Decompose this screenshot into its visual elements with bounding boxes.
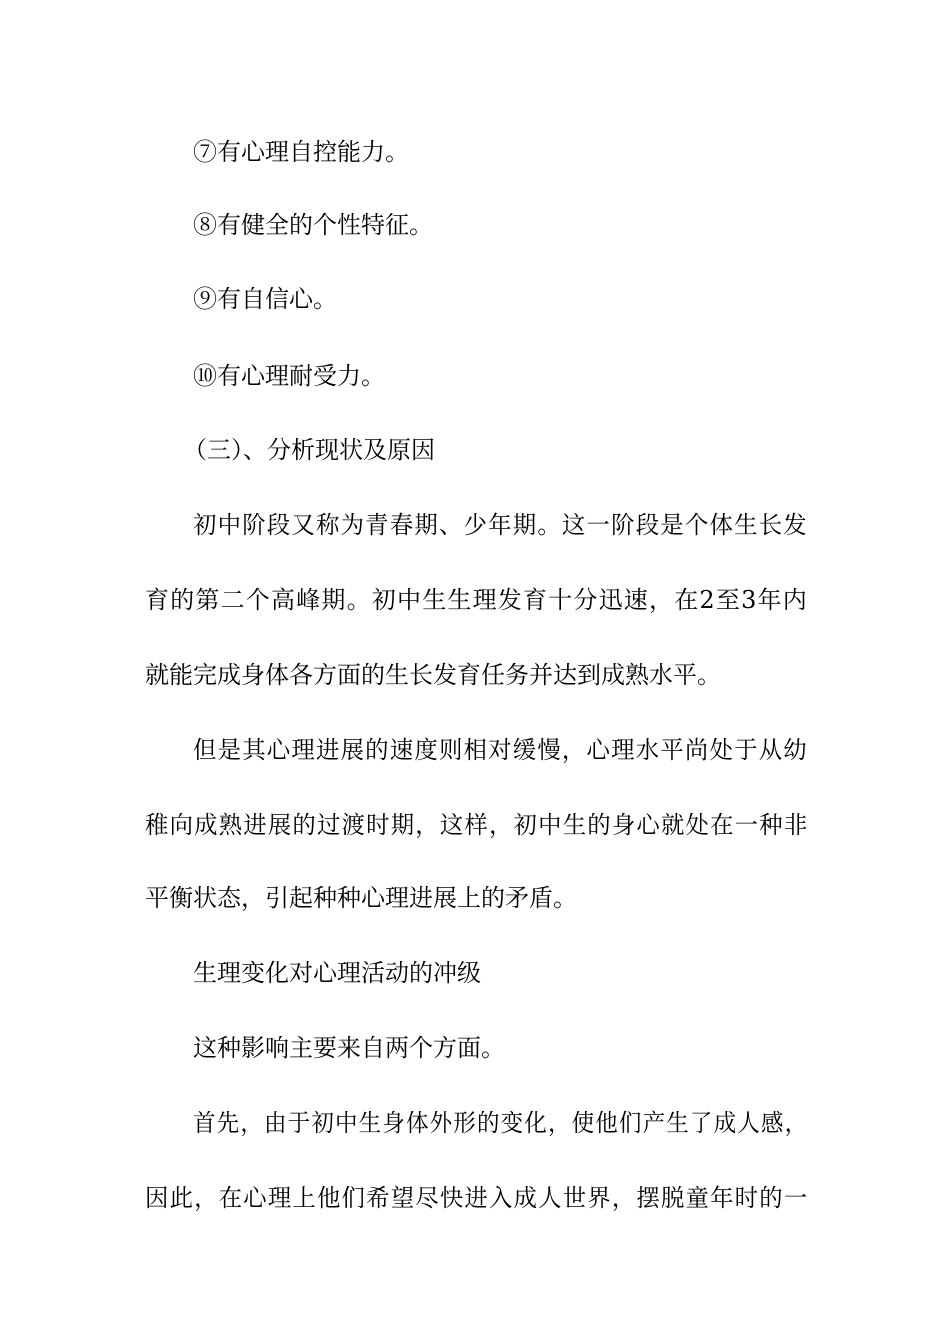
paragraph-line: 育的第二个高峰期。初中生生理发育十分迅速，在2至3年内 [145, 586, 808, 614]
subheading: 生理变化对心理活动的冲级 [193, 959, 481, 987]
section-heading: （三）、分析现状及原因 [183, 436, 435, 464]
list-item-7: ⑦有心理自控能力。 [193, 138, 409, 166]
paragraph-line: 平衡状态，引起种种心理进展上的矛盾。 [145, 884, 577, 912]
paragraph-line: 就能完成身体各方面的生长发育任务并达到成熟水平。 [145, 661, 721, 689]
paragraph-line: 但是其心理进展的速度则相对缓慢，心理水平尚处于从幼 [193, 736, 808, 764]
paragraph-line: 首先，由于初中生身体外形的变化，使他们产生了成人感， [193, 1109, 809, 1137]
paragraph-line: 这种影响主要来自两个方面。 [193, 1034, 505, 1062]
list-item-8: ⑧有健全的个性特征。 [193, 211, 433, 239]
paragraph-line: 因此，在心理上他们希望尽快进入成人世界，摆脱童年时的一 [145, 1184, 809, 1212]
paragraph-line: 稚向成熟进展的过渡时期，这样，初中生的身心就处在一种非 [145, 811, 809, 839]
paragraph-line: 初中阶段又称为青春期、少年期。这一阶段是个体生长发 [193, 511, 808, 539]
list-item-9: ⑨有自信心。 [193, 285, 337, 313]
list-item-10: ⑩有心理耐受力。 [193, 362, 385, 390]
